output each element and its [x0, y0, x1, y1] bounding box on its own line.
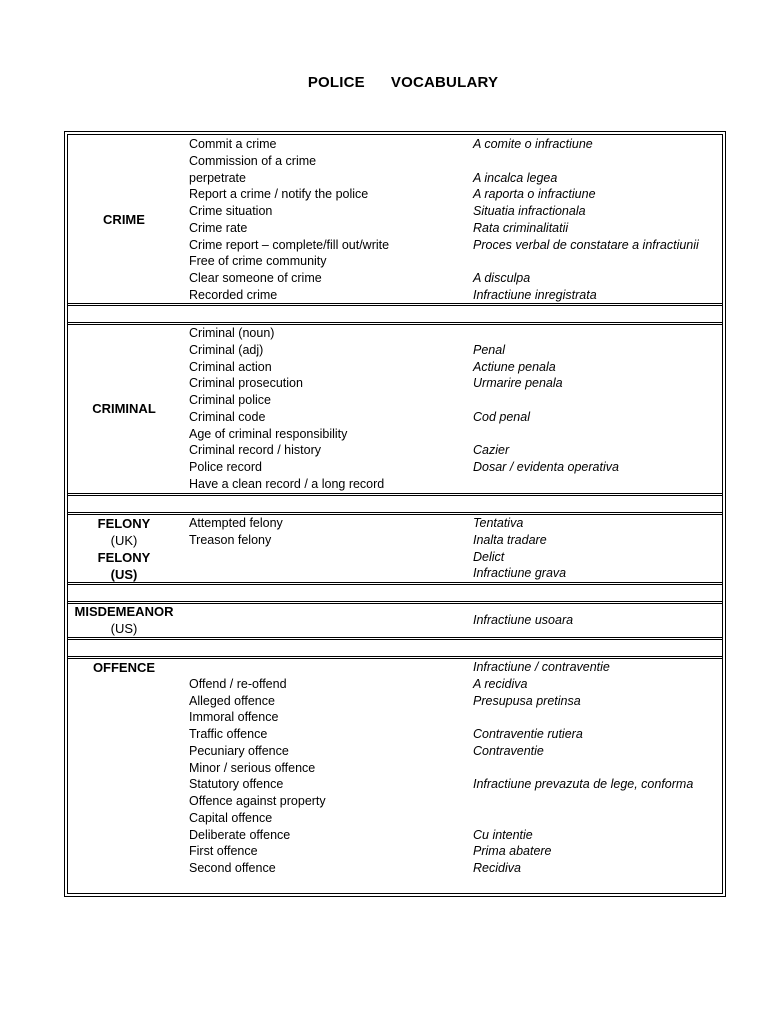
term-english: Second offence — [189, 861, 276, 875]
term-english: Report a crime / notify the police — [189, 187, 369, 202]
section-divider — [67, 303, 723, 306]
term-romanian: Presupusa pretinsa — [473, 693, 581, 708]
term-romanian: A comite o infractiune — [473, 137, 593, 151]
term-english: Criminal code — [189, 409, 266, 424]
misdemeanor-note: (US) — [110, 621, 138, 636]
term-english: Capital offence — [189, 810, 273, 825]
term-romanian: Inalta tradare — [473, 532, 547, 547]
term-english: Offence against property — [189, 794, 326, 808]
misdemeanor-translation: Infractiune usoara — [473, 613, 574, 627]
term-english: Criminal action — [189, 359, 272, 374]
term-romanian: Actiune penala — [473, 359, 556, 374]
section-divider — [67, 493, 723, 496]
term-english: Treason felony — [189, 532, 272, 547]
term-english: First offence — [189, 844, 258, 859]
term-romanian: Infractiune / contraventie — [473, 660, 610, 674]
term-english: Recorded crime — [189, 287, 278, 302]
term-english: Crime report – complete/fill out/write — [189, 237, 390, 252]
term-romanian: Contraventie rutiera — [473, 727, 583, 741]
term-romanian: Contraventie — [473, 743, 544, 758]
title-word-1: POLICE — [307, 74, 365, 91]
term-english: Criminal record / history — [189, 443, 321, 458]
term-english: Attempted felony — [189, 516, 283, 530]
category-crime: CRIME — [103, 212, 145, 227]
term-romanian: Infractiune prevazuta de lege, conforma — [473, 777, 694, 792]
term-english: Deliberate offence — [189, 827, 291, 842]
term-english: Criminal prosecution — [189, 376, 303, 391]
term-english: Alleged offence — [189, 693, 275, 708]
term-english: Commission of a crime — [189, 153, 317, 168]
term-romanian: Prima abatere — [473, 844, 552, 859]
term-english: Criminal (noun) — [189, 326, 275, 340]
misdemeanor-label: MISDEMEANOR — [74, 604, 174, 619]
term-english: Free of crime community — [189, 254, 327, 269]
felony-uk-note: (UK) — [110, 533, 138, 548]
term-romanian: Penal — [473, 342, 505, 357]
term-romanian: Tentativa — [473, 516, 524, 530]
title-word-2: VOCABULARY — [390, 74, 499, 91]
term-english: Immoral offence — [189, 710, 279, 725]
section-divider — [67, 322, 723, 325]
term-english: Clear someone of crime — [189, 271, 322, 285]
term-english: perpetrate — [189, 170, 246, 185]
term-romanian: Proces verbal de constatare a infractiunii — [473, 237, 699, 252]
term-romanian: Cazier — [473, 443, 510, 458]
term-english: Minor / serious offence — [189, 760, 316, 775]
term-romanian: A incalca legea — [473, 170, 558, 185]
term-romanian: Infractiune inregistrata — [473, 287, 597, 302]
term-english: Criminal police — [189, 393, 271, 407]
page-title — [0, 74, 768, 91]
category-criminal: CRIMINAL — [92, 401, 156, 416]
term-romanian: Infractiune grava — [473, 566, 567, 581]
term-romanian: Cod penal — [473, 409, 530, 424]
term-romanian: A disculpa — [473, 271, 531, 285]
term-romanian: Situatia infractionala — [473, 204, 586, 218]
category-misdemeanor — [68, 603, 180, 637]
term-english: Crime situation — [189, 204, 273, 218]
term-english: Have a clean record / a long record — [189, 476, 385, 491]
term-romanian: A raporta o infractiune — [473, 187, 596, 202]
term-english: Statutory offence — [189, 777, 284, 792]
felony-us-label: FELONY — [97, 550, 151, 565]
felony-us-note: (US) — [110, 567, 138, 582]
term-romanian: Rata criminalitatii — [473, 220, 569, 235]
category-felony — [68, 515, 180, 583]
term-romanian: A recidiva — [473, 676, 528, 691]
term-romanian: Delict — [473, 549, 505, 564]
term-english: Pecuniary offence — [189, 743, 289, 758]
term-english: Crime rate — [189, 220, 248, 235]
term-english: Traffic offence — [189, 727, 268, 741]
term-english: Commit a crime — [189, 137, 277, 151]
term-english: Criminal (adj) — [189, 342, 264, 357]
term-romanian: Urmarire penala — [473, 376, 563, 391]
term-english: Police record — [189, 460, 262, 474]
term-english: Age of criminal responsibility — [189, 426, 348, 441]
term-english: Offend / re-offend — [189, 676, 287, 691]
section-divider — [67, 637, 723, 640]
felony-uk-label: FELONY — [97, 516, 151, 531]
term-romanian: Cu intentie — [473, 827, 533, 842]
section-divider — [67, 582, 723, 585]
category-offence: OFFENCE — [92, 660, 156, 675]
term-romanian: Recidiva — [473, 861, 521, 875]
term-romanian: Dosar / evidenta operativa — [473, 460, 619, 474]
